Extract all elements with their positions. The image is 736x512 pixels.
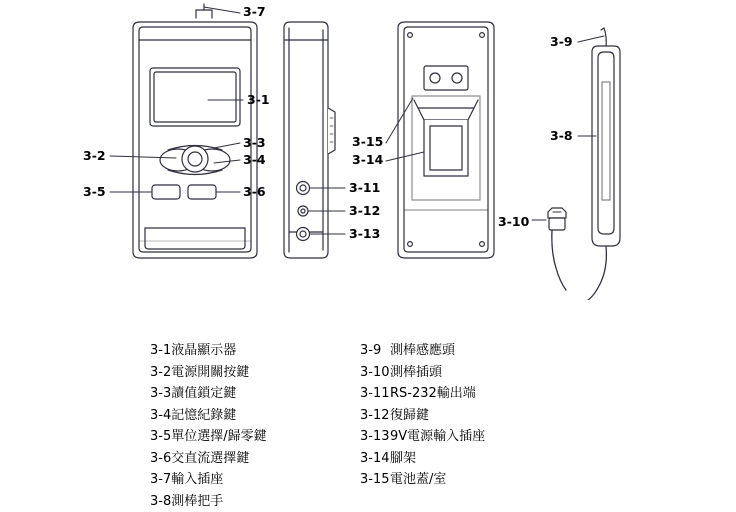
- legend-item-number: 3-11: [360, 383, 390, 405]
- callout-3-15: 3-15: [352, 134, 383, 149]
- legend-item-number: 3-10: [360, 362, 390, 384]
- legend-item-number: 3-13: [360, 426, 390, 448]
- legend-item-text: 單位選擇/歸零鍵: [171, 429, 266, 444]
- legend-item-number: 3-14: [360, 448, 390, 470]
- legend-item-text: 測棒插頭: [390, 365, 442, 380]
- callout-3-7: 3-7: [243, 4, 266, 19]
- legend-item: [150, 340, 340, 362]
- probe-plug: [548, 208, 566, 290]
- legend-item-text: 復歸鍵: [390, 408, 429, 423]
- callout-3-1: 3-1: [247, 92, 270, 107]
- legend-item: [360, 340, 610, 362]
- legend-item-number: 3-2: [150, 362, 171, 384]
- legend-item-number: 3-8: [150, 491, 171, 512]
- legend-item-text: 液晶顯示器: [171, 343, 236, 358]
- legend-item-number: 3-3: [150, 383, 171, 405]
- legend-item-text: RS-232輸出端: [390, 386, 476, 401]
- legend-item-number: 3-1: [150, 340, 171, 362]
- probe: [588, 28, 620, 300]
- legend-item: [150, 491, 340, 512]
- legend-item: [150, 362, 340, 384]
- legend-item-number: 3-6: [150, 448, 171, 470]
- legend-item-text: 測棒感應頭: [390, 343, 455, 358]
- callout-3-3: 3-3: [243, 135, 266, 150]
- callout-3-12: 3-12: [349, 203, 380, 218]
- callout-3-6: 3-6: [243, 184, 266, 199]
- callout-3-2: 3-2: [83, 148, 106, 163]
- legend-item-text: 電池蓋/室: [390, 472, 446, 487]
- back-view: [398, 22, 494, 258]
- callout-3-10: 3-10: [498, 214, 529, 229]
- legend-item-number: 3-12: [360, 405, 390, 427]
- legend-item: [360, 405, 610, 427]
- callout-3-13: 3-13: [349, 226, 380, 241]
- legend-item-text: 腳架: [390, 451, 416, 466]
- legend-item-text: 輸入插座: [171, 472, 223, 487]
- callout-3-14: 3-14: [352, 152, 383, 167]
- callout-3-11: 3-11: [349, 180, 380, 195]
- front-view: [133, 4, 257, 258]
- legend-column-left: [150, 340, 340, 512]
- legend: [150, 340, 620, 512]
- legend-item-number: 3-4: [150, 405, 171, 427]
- legend-column-right: [360, 340, 610, 512]
- legend-item: [360, 383, 610, 405]
- legend-item-number: 3-5: [150, 426, 171, 448]
- callout-3-8: 3-8: [550, 128, 573, 143]
- legend-item: [360, 469, 610, 491]
- legend-item: [150, 383, 340, 405]
- legend-item: [360, 448, 610, 470]
- legend-item: [150, 426, 340, 448]
- legend-item: [360, 362, 610, 384]
- legend-item-number: 3-7: [150, 469, 171, 491]
- legend-item-text: 記憶紀錄鍵: [171, 408, 236, 423]
- legend-item: [150, 469, 340, 491]
- callout-3-9: 3-9: [550, 34, 573, 49]
- callout-3-5: 3-5: [83, 184, 106, 199]
- legend-item: [360, 426, 610, 448]
- legend-item-text: 交直流選擇鍵: [171, 451, 249, 466]
- legend-item-text: 電源開關按鍵: [171, 365, 249, 380]
- callout-3-4: 3-4: [243, 152, 266, 167]
- side-view: [284, 22, 335, 258]
- legend-item: [150, 448, 340, 470]
- legend-item-number: 3-15: [360, 469, 390, 491]
- legend-item: [150, 405, 340, 427]
- legend-item-text: 9V電源輸入插座: [390, 429, 485, 444]
- legend-item-number: 3-9: [360, 340, 390, 362]
- legend-item-text: 測棒把手: [171, 494, 223, 509]
- legend-item-text: 讀值鎖定鍵: [171, 386, 236, 401]
